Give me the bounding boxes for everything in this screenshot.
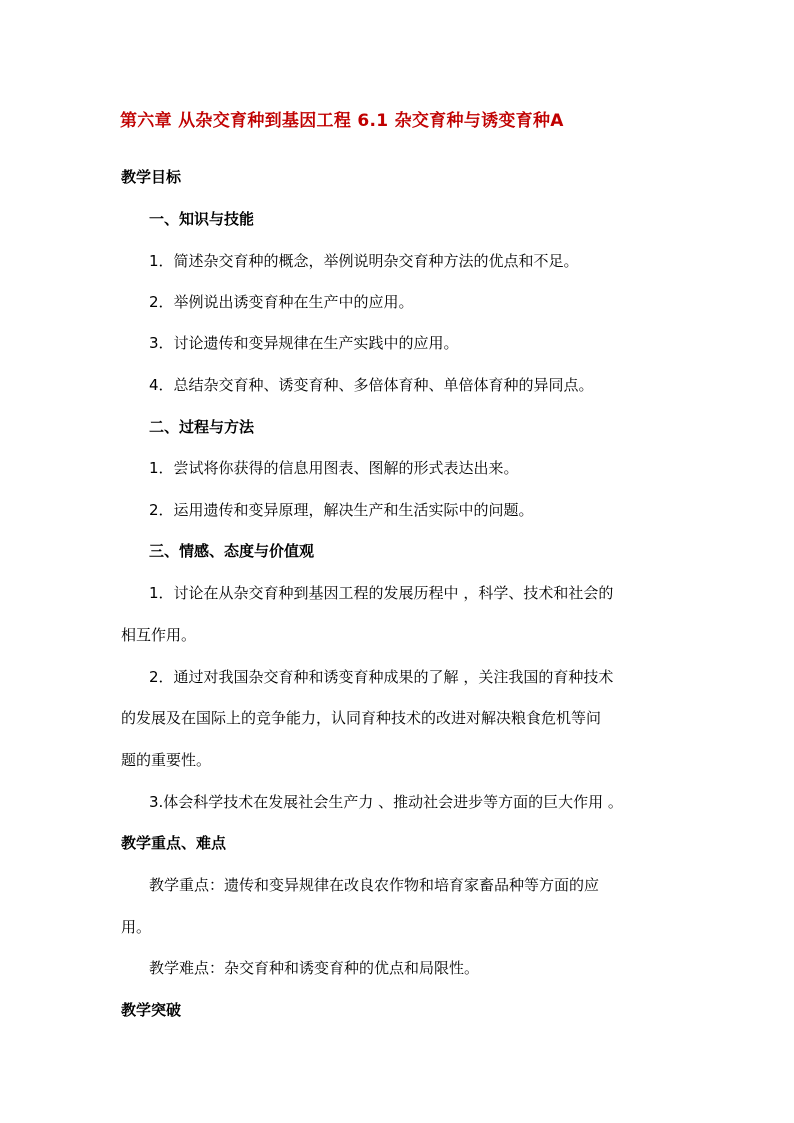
subheading-process-methods: 二、过程与方法	[149, 418, 255, 436]
section-heading-objectives: 教学目标	[121, 168, 182, 186]
section-heading-keypoints: 教学重点、难点	[121, 834, 227, 852]
knowledge-item-1: 1．简述杂交育种的概念，举例说明杂交育种方法的优点和不足。	[149, 252, 579, 270]
attitude-item-1-line-2: 相互作用。	[121, 626, 197, 644]
attitude-item-2-line-2: 的发展及在国际上的竞争能力，认同育种技术的改进对解决粮食危机等问	[121, 709, 602, 727]
attitude-item-3: 3.体会科学技术在发展社会生产力 、推动社会进步等方面的巨大作用 。	[149, 793, 623, 811]
attitude-item-1-line-1: 1．讨论在从杂交育种到基因工程的发展历程中 ，科学、技术和社会的	[149, 584, 614, 602]
subheading-knowledge-skills: 一、知识与技能	[149, 210, 255, 228]
document-title: 第六章 从杂交育种到基因工程 6.1 杂交育种与诱变育种A	[120, 111, 564, 131]
process-item-2: 2．运用遗传和变异原理，解决生产和生活实际中的问题。	[149, 501, 534, 519]
subheading-attitudes-values: 三、情感、态度与价值观	[149, 542, 315, 560]
knowledge-item-4: 4．总结杂交育种、诱变育种、多倍体育种、单倍体育种的异同点。	[149, 376, 594, 394]
keypoint-focus-line-2: 用。	[121, 918, 152, 936]
section-heading-breakthrough: 教学突破	[121, 1001, 182, 1019]
knowledge-item-2: 2．举例说出诱变育种在生产中的应用。	[149, 293, 414, 311]
process-item-1: 1．尝试将你获得的信息用图表、图解的形式表达出来。	[149, 459, 519, 477]
attitude-item-2-line-1: 2．通过对我国杂交育种和诱变育种成果的了解 ，关注我国的育种技术	[149, 668, 614, 686]
attitude-item-2-line-3: 题的重要性。	[121, 751, 212, 769]
knowledge-item-3: 3．讨论遗传和变异规律在生产实践中的应用。	[149, 334, 459, 352]
keypoint-focus-line-1: 教学重点：遗传和变异规律在改良农作物和培育家畜品种等方面的应	[149, 876, 600, 894]
keypoint-difficulty: 教学难点：杂交育种和诱变育种的优点和局限性。	[149, 959, 480, 977]
